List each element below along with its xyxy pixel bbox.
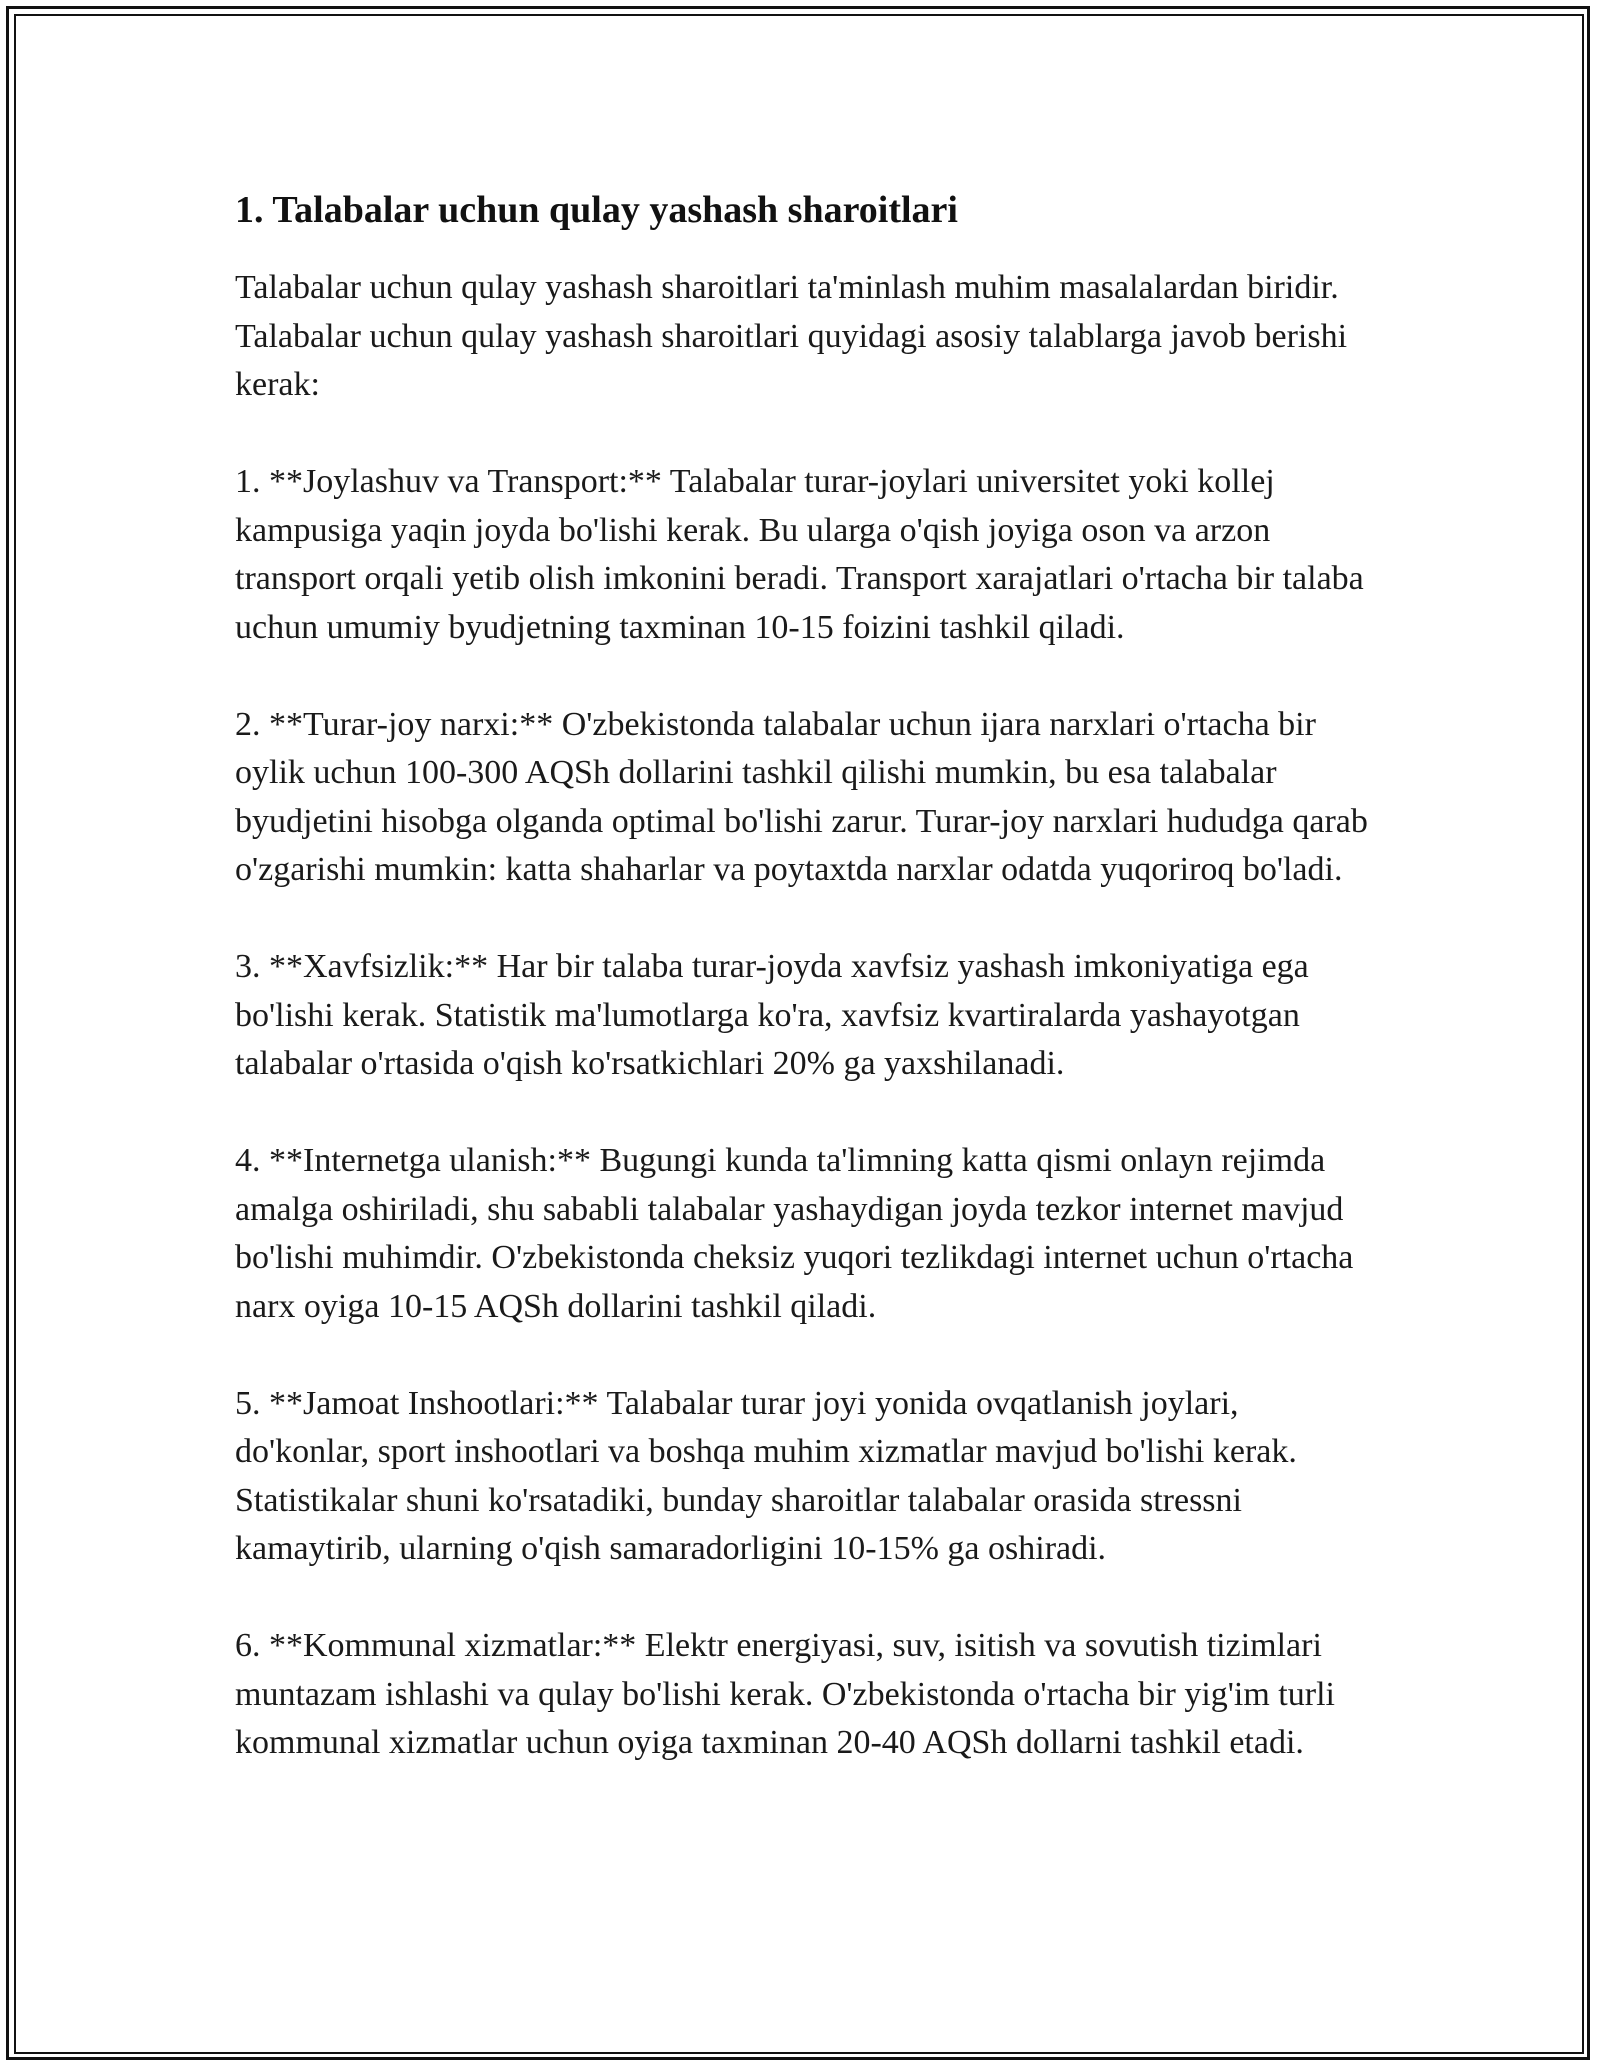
intro-paragraph: Talabalar uchun qulay yashash sharoitlari ta'minlash muhim masalalardan biridir. Talabalar uchun qulay yashash sharoitlari quyidagi asosiy talablarga javob berishi kerak: (235, 269, 1348, 403)
list-item-housing-price: 2. **Turar-joy narxi:** O'zbekistonda talabalar uchun ijara narxlari o'rtacha bir oylik uchun 100-300 AQSh dollarini tashkil qilishi mumkin, bu esa talabalar byudjetini hisobga olganda optimal bo'lishi zarur. Turar-joy narxlari hududga qarab o'zgarishi mumkin: katta shaharlar va poytaxtda narxlar odatda yuqoriroq bo'ladi. (235, 705, 1368, 888)
list-item-utilities: 6. **Kommunal xizmatlar:** Elektr energiyasi, suv, isitish va sovutish tizimlari muntazam ishlashi va qulay bo'lishi kerak. O'zbekistonda o'rtacha bir yig'im turli kommunal xizmatlar uchun oyiga taxminan 20-40 AQSh dollarni tashkil etadi. (235, 1627, 1335, 1761)
list-item-location-transport: 1. **Joylashuv va Transport:** Talabalar turar-joylari universitet yoki kollej kampusiga yaqin joyda bo'lishi kerak. Bu ularga o'qish joyiga oson va arzon transport orqali yetib olish imkonini beradi. Transport xarajatlari o'rtacha bir talaba uchun umumiy byudjetning taxminan 10-15 foizini tashkil qiladi. (235, 463, 1364, 646)
list-item-public-facilities: 5. **Jamoat Inshootlari:** Talabalar turar joyi yonida ovqatlanish joylari, do'konlar, sport inshootlari va boshqa muhim xizmatlar mavjud bo'lishi kerak. Statistikalar shuni ko'rsatadiki, bunday sharoitlar talabalar orasida stressni kamaytirib, ularning o'qish samaradorligini 10-15% ga oshiradi. (235, 1384, 1297, 1567)
section-heading: 1. Talabalar uchun qulay yashash sharoitlari (235, 189, 958, 231)
list-item-internet: 4. **Internetga ulanish:** Bugungi kunda ta'limning katta qismi onlayn rejimda amalga oshiriladi, shu sababli talabalar yashaydigan joyda tezkor internet mavjud bo'lishi muhimdir. O'zbekistonda cheksiz yuqori tezlikdagi internet uchun o'rtacha narx oyiga 10-15 AQSh dollarini tashkil qiladi. (235, 1142, 1354, 1325)
document-body (235, 186, 1375, 1816)
list-item-safety: 3. **Xavfsizlik:** Har bir talaba turar-joyda xavfsiz yashash imkoniyatiga ega bo'lishi kerak. Statistik ma'lumotlarga ko'ra, xavfsiz kvartiralarda yashayotgan talabalar o'rtasida o'qish ko'rsatkichlari 20% ga yaxshilanadi. (235, 948, 1309, 1082)
